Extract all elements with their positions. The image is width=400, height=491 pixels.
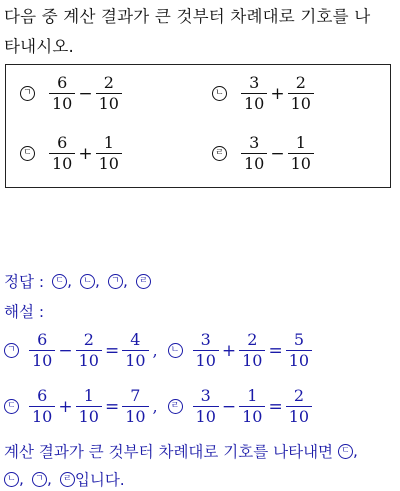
problem-statement [4, 2, 398, 62]
choice-symbol: ㄹ [212, 146, 227, 161]
answer-line: 정답 : ㄷ , ㄴ , ㄱ , ㄹ [4, 270, 151, 292]
choice-b [212, 73, 316, 114]
fraction: $\frac{3}{10}$ [241, 73, 267, 114]
answer-symbol: ㄹ [60, 472, 75, 487]
equation-symbol: ㄹ [168, 399, 183, 414]
equation-symbol: ㄱ [4, 343, 19, 358]
fraction: $\frac{3}{10}$ [193, 386, 219, 427]
fraction: $\frac{6}{10}$ [49, 133, 75, 174]
fraction: $\frac{6}{10}$ [49, 73, 75, 114]
fraction: $\frac{2}{10}$ [286, 386, 312, 427]
fraction: $\frac{4}{10}$ [122, 330, 148, 371]
conclusion-end: 입니다. [74, 471, 125, 489]
fraction: $\frac{3}{10}$ [241, 133, 267, 174]
answer-symbol: ㄹ [136, 274, 151, 289]
answer-symbol: ㄷ [338, 444, 353, 459]
answer-label: 정답 : [4, 273, 45, 291]
equation-symbol: ㄷ [4, 399, 19, 414]
operator: + [270, 83, 285, 104]
explanation-equations-row1: ㄱ $\frac{6}{10}$ − $\frac{2}{10}$ = $\frac{4}{10}$ , ㄴ $\frac{3}{10}$ + $\frac{2}{10}$ = $\frac{5}{10}$ [4, 330, 314, 371]
fraction: $\frac{1}{10}$ [288, 133, 314, 174]
explanation-label: 해설 : [4, 303, 45, 321]
operator: + [78, 143, 93, 164]
choice-symbol: ㄱ [20, 86, 35, 101]
answer-symbol: ㄴ [80, 274, 95, 289]
answer-symbol: ㄱ [108, 274, 123, 289]
fraction: $\frac{1}{10}$ [239, 386, 265, 427]
problem-text-line1: 다음 중 계산 결과가 큰 것부터 차례대로 기호를 나 [4, 7, 371, 26]
choice-symbol: ㄴ [212, 86, 227, 101]
conclusion-line2: ㄴ , ㄱ , ㄹ 입니다. [4, 468, 125, 490]
choice-d [212, 133, 316, 174]
fraction: $\frac{1}{10}$ [96, 133, 122, 174]
fraction: $\frac{5}{10}$ [286, 330, 312, 371]
choice-c [20, 133, 124, 174]
answer-symbol: ㄱ [32, 472, 47, 487]
fraction: $\frac{2}{10}$ [76, 330, 102, 371]
choices-box [5, 64, 391, 188]
operator: − [78, 83, 93, 104]
problem-text-line2: 타내시오. [4, 37, 75, 56]
answer-symbol: ㄷ [52, 274, 67, 289]
operator: − [270, 143, 285, 164]
equation-symbol: ㄴ [168, 343, 183, 358]
conclusion-line1: 계산 결과가 큰 것부터 차례대로 기호를 나타내면 ㄷ , [4, 442, 358, 461]
choice-a [20, 73, 124, 114]
fraction: $\frac{7}{10}$ [122, 386, 148, 427]
fraction: $\frac{2}{10}$ [288, 73, 314, 114]
fraction: $\frac{3}{10}$ [193, 330, 219, 371]
fraction: $\frac{6}{10}$ [29, 330, 55, 371]
fraction: $\frac{2}{10}$ [239, 330, 265, 371]
choice-symbol: ㄷ [20, 146, 35, 161]
explanation-equations-row2: ㄷ $\frac{6}{10}$ + $\frac{1}{10}$ = $\frac{7}{10}$ , ㄹ $\frac{3}{10}$ − $\frac{1}{10}$ = $\frac{2}{10}$ [4, 386, 314, 427]
fraction: $\frac{1}{10}$ [76, 386, 102, 427]
answer-symbol: ㄴ [4, 472, 19, 487]
conclusion-text: 계산 결과가 큰 것부터 차례대로 기호를 나타내면 [4, 443, 334, 461]
fraction: $\frac{2}{10}$ [96, 73, 122, 114]
fraction: $\frac{6}{10}$ [29, 386, 55, 427]
